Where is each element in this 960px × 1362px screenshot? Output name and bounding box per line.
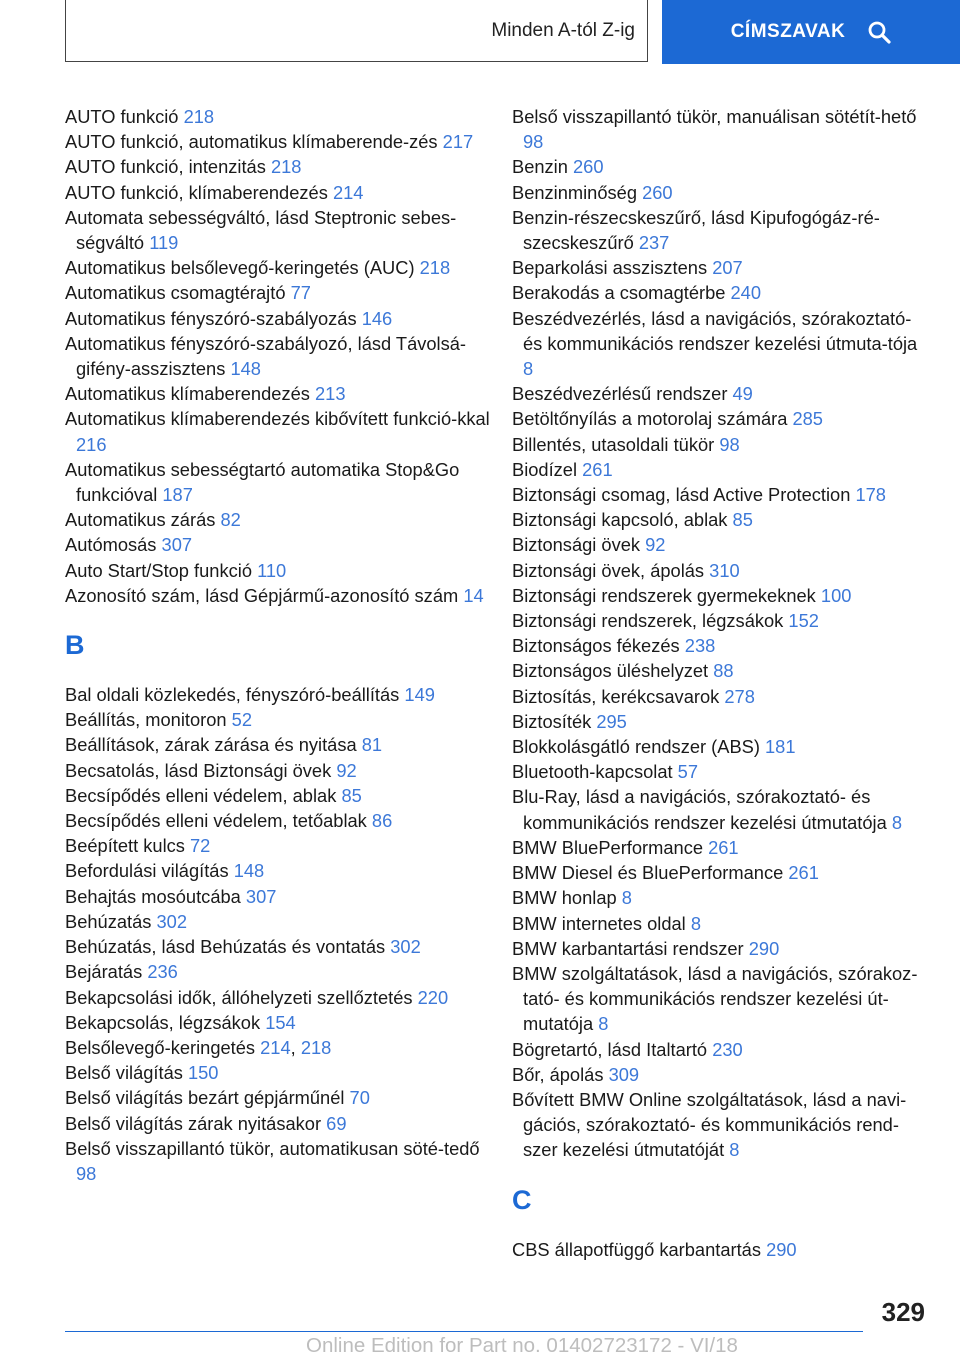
index-entry	[65, 1111, 495, 1136]
index-entry	[512, 482, 932, 507]
page-reference-link[interactable]: 217	[442, 131, 474, 153]
index-entry-term: Becsípődés elleni védelem, ablak	[65, 784, 337, 806]
page-reference-link[interactable]: 8	[621, 887, 632, 909]
page-reference-link[interactable]: 119	[149, 232, 179, 254]
tab-a-to-z[interactable]	[65, 0, 648, 62]
index-entry-term: AUTO funkció, automatikus klímaberende-zés	[65, 131, 438, 153]
page-reference-link[interactable]: 69	[326, 1112, 347, 1134]
index-entry	[512, 961, 932, 1037]
page-reference-link[interactable]: 98	[523, 131, 544, 153]
page-reference-link[interactable]: 285	[792, 408, 823, 430]
index-entry-term: Bekapcsolási idők, állóhelyzeti szellőztetés	[65, 986, 413, 1008]
index-entry	[65, 255, 495, 280]
index-entry-term: Bejáratás	[65, 961, 143, 983]
page-reference-link[interactable]: 218	[183, 106, 215, 127]
page-reference-link[interactable]: 236	[147, 961, 178, 983]
page-reference-link[interactable]: 302	[390, 936, 421, 958]
page-reference-link[interactable]: 214	[260, 1036, 291, 1058]
index-entry	[65, 1085, 495, 1110]
index-entry-term: Biztonsági övek	[512, 534, 641, 556]
index-entry	[65, 959, 495, 984]
page-reference-link[interactable]: 81	[361, 734, 383, 756]
page-reference-link[interactable]: 52	[231, 709, 253, 731]
index-entry	[512, 1062, 932, 1087]
index-entry-term: Blu-Ray, lásd a navigációs, szórakoztató- és kommunikációs rendszer kezelési útmutatója	[512, 786, 887, 833]
index-entry	[65, 1010, 495, 1035]
index-entry	[65, 909, 495, 934]
index-column-left	[65, 104, 495, 1186]
index-entry	[65, 507, 495, 532]
index-entry-term: Befordulási világítás	[65, 860, 229, 882]
index-entry-term: Benzin	[512, 156, 568, 178]
index-entry-term: BMW karbantartási rendszer	[512, 937, 744, 959]
page-reference-link[interactable]: 218	[270, 156, 302, 178]
index-entry	[65, 558, 495, 583]
page-reference-link[interactable]: 57	[677, 761, 699, 783]
index-entry-term: BMW szolgáltatások, lásd a navigációs, szórakoz-tató- és kommunikációs rendszer kezelési út-mutatója	[512, 962, 918, 1035]
index-entry	[512, 709, 932, 734]
index-entry	[65, 1136, 495, 1186]
index-entry-term: Blokkolásgátló rendszer (ABS)	[512, 736, 760, 758]
page-reference-link[interactable]: 261	[582, 458, 613, 480]
index-entry-term: Biztosíték	[512, 710, 592, 732]
index-entry	[65, 707, 495, 732]
page-reference-link[interactable]: 260	[573, 156, 604, 178]
index-entry-term: CBS állapotfüggő karbantartás	[512, 1238, 761, 1260]
index-entry-term: Biztonsági rendszerek, légzsákok	[512, 610, 784, 632]
index-entry	[65, 783, 495, 808]
index-entry	[65, 758, 495, 783]
page-reference-link[interactable]: 92	[645, 534, 666, 556]
index-entry-term: Beszédvezérlés, lásd a navigációs, szórakoztató- és kommunikációs rendszer kezelési útmuta-tója	[512, 307, 918, 354]
index-entry-term: Automatikus zárás	[65, 509, 216, 531]
page-reference-link[interactable]: 148	[233, 860, 265, 882]
index-entry-term: Behúzatás, lásd Behúzatás és vontatás	[65, 936, 386, 958]
page-reference-link[interactable]: 85	[341, 784, 362, 806]
page-reference-link[interactable]: 82	[220, 509, 241, 531]
search-icon[interactable]	[867, 20, 891, 44]
index-entry	[512, 457, 932, 482]
page-reference-link[interactable]: 8	[523, 358, 534, 380]
page-reference-link[interactable]: 302	[156, 910, 187, 932]
index-entry	[512, 885, 932, 910]
index-entry-term: Automata sebességváltó, lásd Steptronic sebes-ségváltó	[65, 206, 457, 254]
page-reference-link[interactable]: 238	[684, 635, 716, 657]
index-entry-term: Betöltőnyílás a motorolaj számára	[512, 408, 788, 430]
index-entry	[512, 381, 932, 406]
page-reference-link[interactable]: 310	[709, 559, 740, 581]
index-entry-term: Autómosás	[65, 534, 157, 556]
index-entry	[512, 507, 932, 532]
index-entry	[65, 808, 495, 833]
page-reference-link[interactable]: 240	[730, 282, 762, 304]
index-entry-term: Automatikus csomagtérajtó	[65, 282, 286, 304]
page-reference-link[interactable]: 207	[712, 257, 743, 279]
page-reference-link[interactable]: 237	[638, 232, 670, 254]
footer	[306, 1331, 738, 1361]
index-entry	[512, 104, 932, 154]
page-reference-link[interactable]: 14	[463, 584, 484, 606]
index-entry-term: Auto Start/Stop funkció	[65, 559, 252, 581]
index-entry	[65, 732, 495, 757]
index-entry-term: Biztonságos üléshelyzet	[512, 660, 709, 682]
tab-keywords[interactable]	[662, 0, 960, 64]
index-entry	[512, 936, 932, 961]
index-entry-term: Belső visszapillantó tükör, manuálisan sötétít-hető	[512, 106, 917, 127]
index-entry-term: Bőr, ápolás	[512, 1063, 604, 1085]
index-entry	[512, 1237, 932, 1262]
index-entry-term: Automatikus sebességtartó automatika Stop&Go funkcióval	[65, 458, 460, 506]
index-entry	[512, 558, 932, 583]
page-reference-link[interactable]: 230	[712, 1038, 743, 1060]
index-entry	[65, 104, 495, 129]
page-reference-link[interactable]: 49	[732, 383, 753, 405]
index-entry	[512, 784, 932, 834]
index-entry-term: Benzinminőség	[512, 181, 637, 203]
index-entry	[512, 432, 932, 457]
index-entry	[65, 833, 495, 858]
index-entry	[512, 255, 932, 280]
tab-a-to-z-label: Minden A-tól Z-ig	[491, 19, 635, 41]
index-entry	[512, 205, 932, 255]
section-letter-b: B	[65, 630, 85, 661]
index-entry-term: AUTO funkció, klímaberendezés	[65, 181, 328, 203]
page-reference-link[interactable]: 154	[265, 1011, 296, 1033]
index-entry	[512, 911, 932, 936]
index-entry-term: Automatikus fényszóró-szabályozás	[65, 307, 357, 329]
index-entry	[65, 406, 495, 456]
page-reference-link[interactable]: 309	[608, 1063, 640, 1085]
index-entry	[512, 759, 932, 784]
index-entry	[65, 154, 495, 179]
index-entry-term: Bögretartó, lásd Italtartó	[512, 1038, 708, 1060]
page-reference-link[interactable]: 218	[300, 1036, 332, 1058]
index-entry-term: Biodízel	[512, 458, 578, 480]
page-reference-link[interactable]: 8	[598, 1013, 609, 1035]
page-reference-link[interactable]: 152	[788, 610, 819, 632]
index-entry	[512, 658, 932, 683]
page-reference-link[interactable]: 100	[820, 584, 852, 606]
page-reference-link[interactable]: 307	[161, 534, 193, 556]
index-entry	[512, 154, 932, 179]
index-entry-term: Bal oldali közlekedés, fényszóró-beállítás	[65, 684, 400, 706]
page-reference-link[interactable]: 216	[76, 433, 107, 455]
footer-watermark: Online Edition for Part no. 01402723172 - VI/18	[306, 1334, 738, 1357]
index-entry-term: Beépített kulcs	[65, 835, 185, 857]
index-entry	[512, 306, 932, 382]
page-reference-link[interactable]: 295	[596, 710, 627, 732]
index-entry	[65, 1060, 495, 1085]
index-entry-term: AUTO funkció, intenzitás	[65, 156, 266, 178]
index-entry-term: Beszédvezérlésű rendszer	[512, 383, 728, 405]
index-entry-term: Biztonsági övek, ápolás	[512, 559, 705, 581]
page-reference-link[interactable]: 261	[708, 836, 739, 858]
page-reference-link[interactable]: 8	[729, 1139, 740, 1161]
index-entry-term: Benzin-részecskeszűrő, lásd Kipufogógáz-ré-szecskeszűrő	[512, 206, 880, 254]
index-entry-term: Beállítás, monitoron	[65, 709, 227, 731]
index-entry	[65, 306, 495, 331]
index-entry-term: Biztosítás, kerékcsavarok	[512, 685, 720, 707]
page-reference-link[interactable]: 70	[349, 1087, 370, 1109]
page-reference-link[interactable]: 98	[76, 1162, 97, 1184]
index-entry	[512, 860, 932, 885]
page-reference-link[interactable]: 110	[257, 559, 287, 581]
index-column-right	[512, 104, 932, 1262]
index-entry-term: Bekapcsolás, légzsákok	[65, 1011, 261, 1033]
index-entry-term: Becsatolás, lásd Biztonsági övek	[65, 759, 332, 781]
page-reference-link[interactable]: 220	[417, 986, 449, 1008]
index-entry	[65, 180, 495, 205]
page-reference-link[interactable]: 92	[336, 759, 357, 781]
index-entry-term: Becsípődés elleni védelem, tetőablak	[65, 810, 367, 832]
page-reference-link[interactable]: 187	[162, 484, 193, 506]
index-entry-term: Billentés, utasoldali tükör	[512, 433, 715, 455]
page-reference-link[interactable]: 278	[724, 685, 755, 707]
index-entry-term: BMW internetes oldal	[512, 912, 686, 934]
page-reference-link[interactable]: 8	[891, 811, 903, 833]
index-entry-term: Belső világítás zárak nyitásakor	[65, 1112, 322, 1134]
index-entry-term: Automatikus belsőlevegő-keringetés (AUC)	[65, 257, 415, 279]
index-entry	[65, 858, 495, 883]
page-reference-link[interactable]: 213	[314, 383, 346, 405]
page-reference-link[interactable]: 218	[419, 257, 451, 279]
index-entry	[512, 1037, 932, 1062]
index-entry-term: Automatikus fényszóró-szabályozó, lásd Távolsá-gifény-asszisztens	[65, 332, 467, 380]
page-reference-link[interactable]: 148	[230, 358, 261, 380]
index-entry	[65, 532, 495, 557]
index-entry-term: Behúzatás	[65, 910, 152, 932]
index-entry	[512, 406, 932, 431]
index-entry-term: Belsőlevegő-keringetés	[65, 1036, 256, 1058]
index-entry-term: AUTO funkció	[65, 106, 179, 127]
page-reference-link[interactable]: 77	[290, 282, 311, 304]
page-reference-link[interactable]: 214	[332, 181, 364, 203]
page-reference-link[interactable]: 8	[690, 912, 702, 934]
index-entry	[512, 684, 932, 709]
index-entry: Belsőlevegő-keringetés 214, 218	[65, 1036, 332, 1058]
index-entry-term: BMW BluePerformance	[512, 836, 703, 858]
index-entry	[512, 835, 932, 860]
page-reference-link[interactable]: 146	[361, 307, 393, 329]
index-entry-term: Belső visszapillantó tükör, automatikusan söté-tedő	[65, 1137, 480, 1159]
page-reference-link[interactable]: 290	[766, 1238, 797, 1260]
index-entry	[65, 884, 495, 909]
index-entry-term: Berakodás a csomagtérbe	[512, 282, 726, 304]
page-reference-link[interactable]: 98	[719, 433, 740, 455]
index-entry-term: Beállítások, zárak zárása és nyitása	[65, 734, 357, 756]
index-entry	[65, 205, 495, 255]
index-entry	[65, 331, 495, 381]
page-reference-link[interactable]: 88	[713, 660, 734, 682]
page-reference-link[interactable]: 307	[245, 885, 277, 907]
index-entry-term: Biztonságos fékezés	[512, 635, 680, 657]
index-entry	[65, 985, 495, 1010]
index-entry-term: BMW Diesel és BluePerformance	[512, 862, 784, 884]
page-number: 329	[881, 1297, 925, 1327]
tab-keywords-label: CÍMSZAVAK	[730, 21, 846, 42]
index-entry-term: Azonosító szám, lásd Gépjármű-azonosító szám	[65, 584, 459, 606]
page-reference-link[interactable]: 261	[788, 862, 819, 884]
index-entry-term: Automatikus klímaberendezés	[65, 383, 310, 405]
index-entry-term: Biztonsági kapcsoló, ablak	[512, 509, 728, 531]
index-entry-term: Behajtás mosóutcába	[65, 885, 241, 907]
index-entry-term: BMW honlap	[512, 887, 617, 909]
index-entry	[65, 280, 495, 305]
index-entry	[65, 583, 495, 608]
index-entry	[65, 934, 495, 959]
page-reference-link[interactable]: 86	[371, 810, 393, 832]
index-entry	[512, 734, 932, 759]
index-entry	[512, 280, 932, 305]
index-entry	[65, 381, 495, 406]
index-entry-term: Bővített BMW Online szolgáltatások, lásd a navi-gációs, szórakoztató- és kommunikációs rend-szer kezelési útmutatóját	[512, 1088, 907, 1161]
index-entry	[65, 129, 495, 154]
page-reference-link[interactable]: 260	[642, 181, 673, 203]
index-entry-term: Belső világítás bezárt gépjárműnél	[65, 1087, 345, 1109]
page-reference-link[interactable]: 149	[404, 684, 435, 706]
index-entry	[512, 1087, 932, 1163]
index-entry	[65, 457, 495, 507]
page-reference-link[interactable]: 290	[748, 937, 780, 959]
index-entry-term: Belső világítás	[65, 1062, 183, 1084]
index-entry	[512, 532, 932, 557]
page-reference-link[interactable]: 150	[187, 1062, 219, 1084]
index-entry	[65, 682, 495, 707]
index-entry-term: Bluetooth-kapcsolat	[512, 761, 673, 783]
index-entry	[512, 180, 932, 205]
index-entry	[512, 608, 932, 633]
page-reference-link[interactable]: 181	[765, 736, 796, 758]
index-entry-term: Biztonsági csomag, lásd Active Protection	[512, 484, 851, 506]
page-reference-link[interactable]: 178	[855, 484, 886, 506]
section-letter-c: C	[512, 1184, 532, 1215]
index-entry-term: Beparkolási asszisztens	[512, 257, 708, 279]
index-entry	[512, 583, 932, 608]
index-entry-term: Automatikus klímaberendezés kibővített funkció-kkal	[65, 408, 490, 430]
index-entry-term: Biztonsági rendszerek gyermekeknek	[512, 584, 816, 606]
page-reference-link[interactable]: 72	[190, 835, 211, 857]
index-entry	[512, 633, 932, 658]
page-reference-link[interactable]: 85	[732, 509, 753, 531]
